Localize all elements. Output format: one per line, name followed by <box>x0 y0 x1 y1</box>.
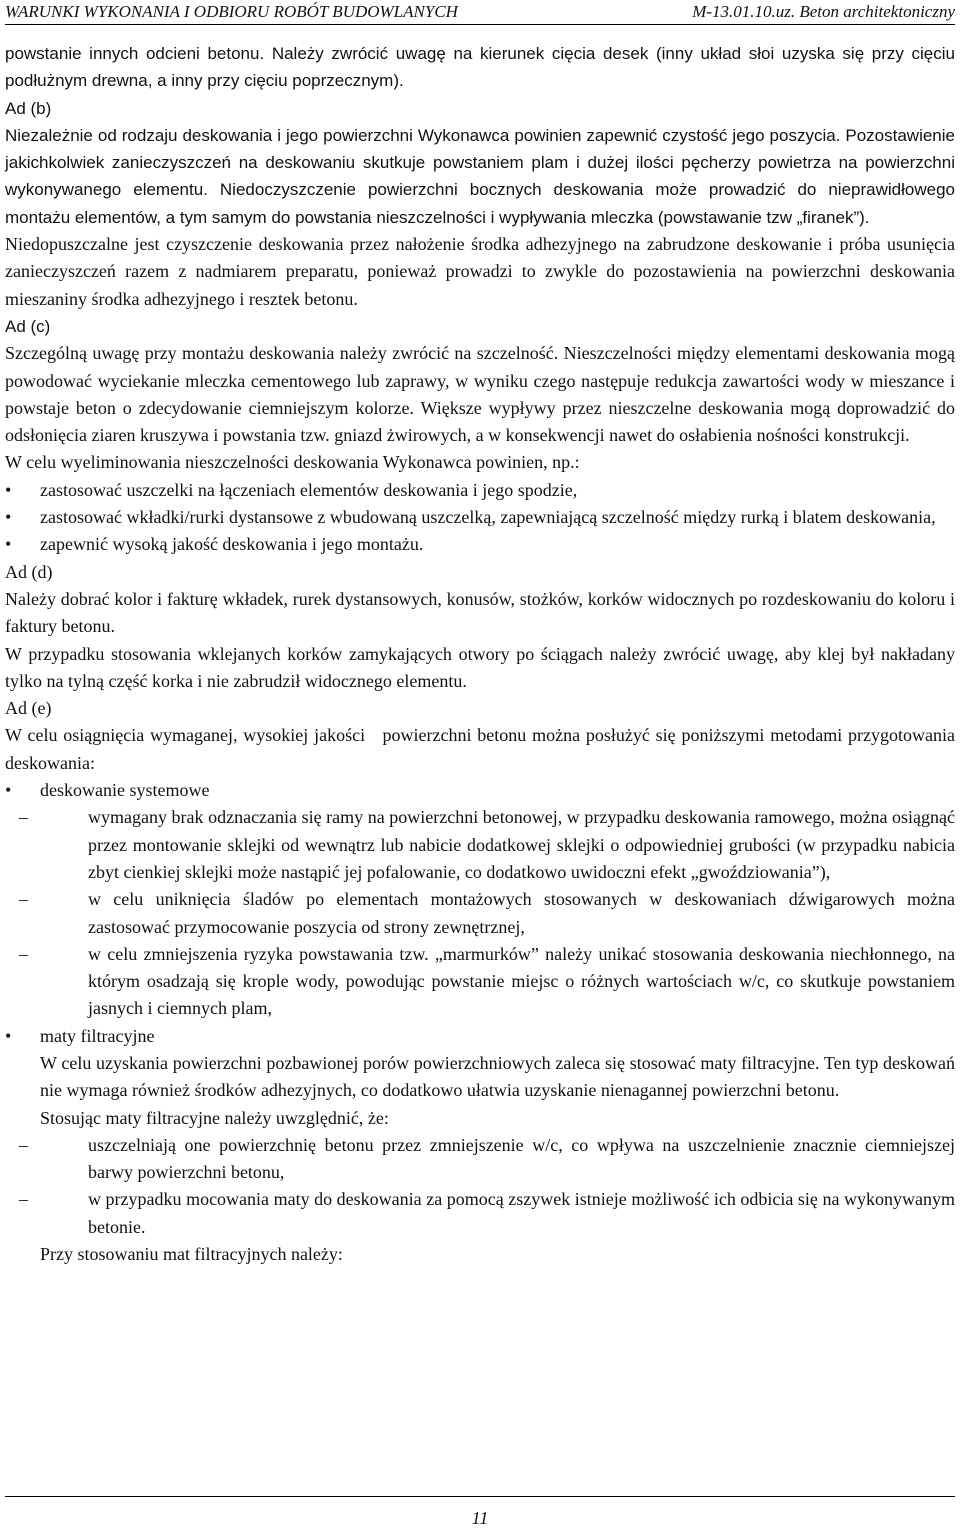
sub-list-item <box>5 1186 955 1241</box>
dash-icon: – <box>19 807 28 828</box>
paragraph: Niezależnie od rodzaju deskowania i jego powierzchni Wykonawca powinien zapewnić czystość jego poszycia. Pozostawienie jakichkolwiek zanieczyszczeń na deskowaniu skutkuje powstaniem plam i dużej ilości pęcherzy powietrza na powierzchni wykonywanego elementu. Niedoczyszczenie powierzchni bocznych deskowania może prowadzić do nieprawidłowego montażu elementów, a tym samym do powstania nieszczelności i wypływania mleczka (powstawanie tzw „firanek”). <box>5 125 955 227</box>
sub-list-item-text: w przypadku mocowania maty do deskowania za pomocą zszywek istnieje możliwość ich odbicia się na wykonywanym betonie. <box>88 1189 955 1237</box>
paragraph: Niedopuszczalne jest czyszczenie deskowania przez nałożenie środka adhezyjnego na zabrudzone deskowanie i próba usunięcia zanieczyszczeń razem z nadmiarem preparatu, ponieważ prowadzi to zwykle do pozostawienia na powierzchni deskowania mieszaniny środka adhezyjnego i resztek betonu. <box>5 234 955 309</box>
footer-rule <box>5 1496 955 1497</box>
section-heading-e: Ad (e) <box>5 698 52 719</box>
paragraph: W przypadku stosowania wklejanych korków zamykających otwory po ściągach należy zwrócić uwagę, aby klej był nakładany tylko na tylną część korka i nie zabrudził widocznego elementu. <box>5 643 955 691</box>
list-item-text: zastosować wkładki/rurki dystansowe z wbudowaną uszczelką, zapewniającą szczelność między rurką i blatem deskowania, <box>40 507 936 528</box>
sub-list-item-text: wymagany brak odznaczania się ramy na powierzchni betonowej, w przypadku deskowania ramowego, można osiągnąć przez montowanie sklejki od wewnątrz lub nabicie dodatkowej sklejki o odpowiedniej grubości (w przypadku nabicia zbyt cienkiej sklejki może nastąpić jej pofalowanie, co dodatkowo uwidoczni efekt „gwoździowania”), <box>88 807 955 882</box>
dash-icon: – <box>19 1189 28 1210</box>
document-body <box>5 40 960 1268</box>
list-item-text: deskowanie systemowe <box>40 780 210 801</box>
sub-list-item-text: w celu zmniejszenia ryzyka powstawania tzw. „marmurków” należy unikać stosowania deskowania niechłonnego, na którym osadzają się krople wody, powodując powstanie miejsc o różnych wartościach w/c, co skutkuje powstaniem jasnych i ciemnych plam, <box>88 943 955 1019</box>
paragraph: W celu wyeliminowania nieszczelności deskowania Wykonawca powinien, np.: <box>5 452 580 473</box>
bullet-icon: • <box>5 1025 12 1046</box>
paragraph: Stosując maty filtracyjne należy uwzględnić, że: <box>40 1107 389 1128</box>
section-heading-d: Ad (d) <box>5 561 53 582</box>
sub-list-item <box>5 941 955 1023</box>
bullet-icon: • <box>5 479 12 500</box>
sub-list-item <box>5 1132 955 1187</box>
bullet-icon: • <box>5 780 12 801</box>
dash-icon: – <box>19 889 28 910</box>
list-item <box>5 477 955 504</box>
paragraph: Przy stosowaniu mat filtracyjnych należy: <box>40 1244 343 1265</box>
paragraph: W celu osiągnięcia wymaganej, wysokiej jakości powierzchni betonu można posłużyć się poniższymi metodami przygotowania deskowania: <box>5 725 960 773</box>
paragraph: Należy dobrać kolor i fakturę wkładek, rurek dystansowych, konusów, stożków, korków widocznych po rozdeskowaniu do koloru i faktury betonu. <box>5 588 955 637</box>
list-item <box>5 777 955 804</box>
sub-list-item <box>5 886 955 941</box>
sub-list-item <box>5 804 955 886</box>
list-item <box>5 504 955 531</box>
dash-icon: – <box>19 943 28 964</box>
list-item <box>5 531 955 558</box>
header-title: WARUNKI WYKONANIA I ODBIORU ROBÓT BUDOWLANYCH <box>5 2 458 21</box>
paragraph: Szczególną uwagę przy montażu deskowania należy zwrócić na szczelność. Nieszczelności między elementami deskowania mogą powodować wyciekanie mleczka cementowego lub zaprawy, w wyniku czego następuje redukcja zawartości wody w mieszance i powstaje beton o zdecydowanie ciemniejszym kolorze. Większe wypływy przez nieszczelne deskowania mogą doprowadzić do odsłonięcia ziaren kruszywa i powstania tzw. gniazd żwirowych, a w konsekwencji nawet do osłabienia nośności konstrukcji. <box>5 343 955 446</box>
list-item-text: maty filtracyjne <box>40 1025 155 1046</box>
section-heading-c: Ad (c) <box>5 316 51 336</box>
section-heading-b: Ad (b) <box>5 98 52 118</box>
running-header <box>5 0 955 25</box>
sub-list-item-text: uszczelniają one powierzchnię betonu przez zmniejszenie w/c, co wpływa na uszczelnienie znacznie ciemniejszej barwy powierzchni betonu, <box>88 1134 955 1183</box>
bullet-icon: • <box>5 507 12 528</box>
paragraph: W celu uzyskania powierzchni pozbawionej porów powierzchniowych zaleca się stosować maty filtracyjne. Ten typ deskowań nie wymaga również środków adhezyjnych, co dodatkowo ułatwia uzyskanie nienagannej powierzchni betonu. <box>40 1052 955 1101</box>
dash-icon: – <box>19 1134 28 1155</box>
bullet-icon: • <box>5 534 12 555</box>
list-item-text: zapewnić wysoką jakość deskowania i jego montażu. <box>40 534 424 555</box>
header-spec-code: M-13.01.10.uz. Beton architektoniczny <box>692 2 955 21</box>
list-item-text: zastosować uszczelki na łączeniach elementów deskowania i jego spodzie, <box>40 479 578 500</box>
sub-list-item-text: w celu uniknięcia śladów po elementach montażowych stosowanych w deskowaniach dźwigarowych można zastosować przymocowanie poszycia od strony zewnętrznej, <box>88 889 955 937</box>
page-number: 11 <box>471 1508 489 1528</box>
paragraph: powstanie innych odcieni betonu. Należy zwrócić uwagę na kierunek cięcia desek (inny układ słoi uzyska się przy cięciu podłużnym drewna, a inny przy cięciu poprzecznym). <box>5 44 955 91</box>
list-item <box>5 1023 955 1050</box>
